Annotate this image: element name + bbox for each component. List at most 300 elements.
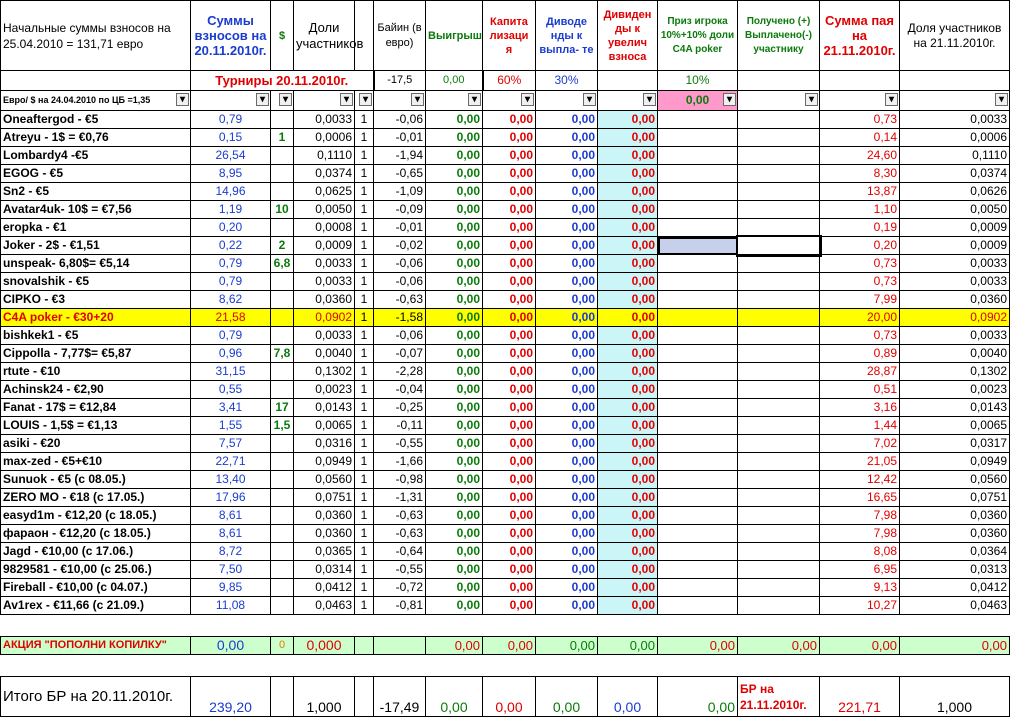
buyin-cell[interactable]: -0,63	[374, 525, 426, 543]
dividend-increase-cell[interactable]: 0,00	[598, 147, 658, 165]
participant-name-cell[interactable]: Joker - 2$ - €1,51	[1, 237, 191, 255]
capitalization-cell[interactable]: 0,00	[483, 255, 536, 273]
usd-amount-cell[interactable]	[271, 525, 294, 543]
received-paid-cell[interactable]	[738, 147, 820, 165]
received-paid-cell[interactable]	[738, 327, 820, 345]
capitalization-cell[interactable]: 0,00	[483, 309, 536, 327]
received-paid-cell[interactable]	[738, 525, 820, 543]
dividend-increase-cell[interactable]: 0,00	[598, 291, 658, 309]
dividend-payout-cell[interactable]: 0,00	[536, 147, 598, 165]
prize-cell[interactable]	[658, 237, 738, 255]
received-paid-cell[interactable]	[738, 129, 820, 147]
contribution-sum-cell[interactable]: 22,71	[191, 453, 271, 471]
action-sum[interactable]: 0,00	[191, 637, 271, 655]
count-cell[interactable]: 1	[355, 111, 374, 129]
action-div[interactable]: 0,00	[483, 637, 536, 655]
capitalization-cell[interactable]: 0,00	[483, 219, 536, 237]
sub-cell-9[interactable]	[598, 71, 658, 91]
win-cell[interactable]: 0,00	[426, 345, 483, 363]
received-paid-cell[interactable]	[738, 597, 820, 615]
dividend-payout-cell[interactable]: 0,00	[536, 489, 598, 507]
participant-name-cell[interactable]: ZERO MO - €18 (с 17.05.)	[1, 489, 191, 507]
capitalization-cell[interactable]: 0,00	[483, 363, 536, 381]
participant-name-cell[interactable]: Atreyu - 1$ = €0,76	[1, 129, 191, 147]
participant-name-cell[interactable]: LOUIS - 1,5$ = €1,13	[1, 417, 191, 435]
share-after-cell[interactable]: 0,1302	[900, 363, 1010, 381]
contribution-sum-cell[interactable]: 0,79	[191, 255, 271, 273]
share-cell[interactable]: 0,0008	[294, 219, 355, 237]
contribution-sum-cell[interactable]: 0,96	[191, 345, 271, 363]
share-cell[interactable]: 0,0033	[294, 111, 355, 129]
dividend-increase-cell[interactable]: 0,00	[598, 165, 658, 183]
buyin-cell[interactable]: -0,06	[374, 273, 426, 291]
received-paid-cell[interactable]	[738, 183, 820, 201]
buyin-cell[interactable]: -1,58	[374, 309, 426, 327]
count-cell[interactable]: 1	[355, 453, 374, 471]
dividend-increase-cell[interactable]: 0,00	[598, 399, 658, 417]
filter-cell-8[interactable]	[536, 91, 598, 111]
header-prize[interactable]: Приз игрока 10%+10% доли C4A poker	[658, 1, 738, 71]
filter-cell-0[interactable]	[1, 91, 191, 111]
filter-dropdown-icon[interactable]	[805, 93, 818, 106]
usd-amount-cell[interactable]	[271, 309, 294, 327]
totals-br-label[interactable]: БР на 21.11.2010г.	[738, 677, 820, 717]
tournament-win[interactable]: 0,00	[426, 71, 483, 91]
usd-amount-cell[interactable]	[271, 579, 294, 597]
win-cell[interactable]: 0,00	[426, 525, 483, 543]
buyin-cell[interactable]: -0,63	[374, 291, 426, 309]
received-paid-cell[interactable]	[738, 309, 820, 327]
action-usd[interactable]: 0	[271, 637, 294, 655]
header-sums[interactable]: Суммы взносов на 20.11.2010г.	[191, 1, 271, 71]
unit-sum-cell[interactable]: 0,14	[820, 129, 900, 147]
share-cell[interactable]: 0,1110	[294, 147, 355, 165]
prize-cell[interactable]	[658, 147, 738, 165]
prize-cell[interactable]	[658, 183, 738, 201]
dividend-payout-cell[interactable]: 0,00	[536, 561, 598, 579]
share-cell[interactable]: 0,0314	[294, 561, 355, 579]
prize-cell[interactable]	[658, 345, 738, 363]
unit-sum-cell[interactable]: 0,73	[820, 327, 900, 345]
share-cell[interactable]: 0,0902	[294, 309, 355, 327]
count-cell[interactable]: 1	[355, 201, 374, 219]
usd-amount-cell[interactable]	[271, 363, 294, 381]
received-paid-cell[interactable]	[738, 255, 820, 273]
count-cell[interactable]: 1	[355, 597, 374, 615]
count-cell[interactable]: 1	[355, 219, 374, 237]
share-after-cell[interactable]: 0,0751	[900, 489, 1010, 507]
prize-cell[interactable]	[658, 255, 738, 273]
received-paid-cell[interactable]	[738, 417, 820, 435]
participant-name-cell[interactable]: Jagd - €10,00 (с 17.06.)	[1, 543, 191, 561]
totals-div[interactable]: 0,00	[536, 677, 598, 717]
participant-name-cell[interactable]: Achinsk24 - €2,90	[1, 381, 191, 399]
action-share2[interactable]: 0,00	[900, 637, 1010, 655]
win-cell[interactable]: 0,00	[426, 111, 483, 129]
win-cell[interactable]: 0,00	[426, 165, 483, 183]
share-after-cell[interactable]: 0,0033	[900, 273, 1010, 291]
buyin-cell[interactable]: -0,81	[374, 597, 426, 615]
contribution-sum-cell[interactable]: 31,15	[191, 363, 271, 381]
filter-dropdown-icon[interactable]	[643, 93, 656, 106]
prize-cell[interactable]	[658, 525, 738, 543]
buyin-cell[interactable]: -1,09	[374, 183, 426, 201]
filter-dropdown-icon[interactable]	[521, 93, 534, 106]
share-cell[interactable]: 0,0560	[294, 471, 355, 489]
filter-cell-11[interactable]	[738, 91, 820, 111]
share-cell[interactable]: 0,0360	[294, 291, 355, 309]
header-unit-sum[interactable]: Сумма пая на 21.11.2010г.	[820, 1, 900, 71]
filter-cell-13[interactable]	[900, 91, 1010, 111]
totals-win[interactable]: 0,00	[426, 677, 483, 717]
share-cell[interactable]: 0,0365	[294, 543, 355, 561]
contribution-sum-cell[interactable]: 1,19	[191, 201, 271, 219]
dividend-payout-cell[interactable]: 0,00	[536, 183, 598, 201]
participant-name-cell[interactable]: snovalshik - €5	[1, 273, 191, 291]
dividend-payout-cell[interactable]: 0,00	[536, 129, 598, 147]
filter-dropdown-icon[interactable]	[176, 93, 189, 106]
dividend-payout-cell[interactable]: 0,00	[536, 273, 598, 291]
participant-name-cell[interactable]: rtute - €10	[1, 363, 191, 381]
dividend-increase-cell[interactable]: 0,00	[598, 453, 658, 471]
share-cell[interactable]: 0,0412	[294, 579, 355, 597]
dividend-increase-cell[interactable]: 0,00	[598, 273, 658, 291]
unit-sum-cell[interactable]: 20,00	[820, 309, 900, 327]
filter-cell-1[interactable]	[191, 91, 271, 111]
action-share[interactable]: 0,000	[294, 637, 355, 655]
dividend-increase-cell[interactable]: 0,00	[598, 363, 658, 381]
capitalization-cell[interactable]: 0,00	[483, 579, 536, 597]
capitalization-cell[interactable]: 0,00	[483, 111, 536, 129]
dividend-payout-cell[interactable]: 0,00	[536, 507, 598, 525]
capitalization-cell[interactable]: 0,00	[483, 237, 536, 255]
dividend-increase-cell[interactable]: 0,00	[598, 507, 658, 525]
share-after-cell[interactable]: 0,0317	[900, 435, 1010, 453]
prize-cell[interactable]	[658, 471, 738, 489]
capitalization-cell[interactable]: 0,00	[483, 561, 536, 579]
buyin-cell[interactable]: -2,28	[374, 363, 426, 381]
share-cell[interactable]: 0,0360	[294, 525, 355, 543]
totals-empty[interactable]	[355, 677, 374, 717]
contribution-sum-cell[interactable]: 9,85	[191, 579, 271, 597]
dividend-payout-cell[interactable]: 0,00	[536, 399, 598, 417]
dividend-payout-cell[interactable]: 0,00	[536, 219, 598, 237]
share-after-cell[interactable]: 0,0560	[900, 471, 1010, 489]
filter-dropdown-icon[interactable]	[256, 93, 269, 106]
usd-amount-cell[interactable]	[271, 147, 294, 165]
received-paid-cell[interactable]	[738, 165, 820, 183]
participant-name-cell[interactable]: max-zed - €5+€10	[1, 453, 191, 471]
usd-amount-cell[interactable]: 2	[271, 237, 294, 255]
dividend-payout-cell[interactable]: 0,00	[536, 525, 598, 543]
buyin-cell[interactable]: -0,63	[374, 507, 426, 525]
share-cell[interactable]: 0,0033	[294, 255, 355, 273]
usd-amount-cell[interactable]: 6,8	[271, 255, 294, 273]
prize-cell[interactable]	[658, 597, 738, 615]
dividend-increase-cell[interactable]: 0,00	[598, 255, 658, 273]
dividend-increase-cell[interactable]: 0,00	[598, 237, 658, 255]
participant-name-cell[interactable]: unspeak- 6,80$= €5,14	[1, 255, 191, 273]
dividend-payout-cell[interactable]: 0,00	[536, 363, 598, 381]
dividend-payout-cell[interactable]: 0,00	[536, 345, 598, 363]
filter-cell-9[interactable]	[598, 91, 658, 111]
buyin-cell[interactable]: -1,66	[374, 453, 426, 471]
action-win[interactable]: 0,00	[536, 637, 598, 655]
contribution-sum-cell[interactable]: 8,62	[191, 291, 271, 309]
win-cell[interactable]: 0,00	[426, 507, 483, 525]
share-after-cell[interactable]: 0,0143	[900, 399, 1010, 417]
participant-name-cell[interactable]: Lombardy4 -€5	[1, 147, 191, 165]
filter-dropdown-icon[interactable]	[723, 93, 736, 106]
capitalization-cell[interactable]: 0,00	[483, 597, 536, 615]
buyin-cell[interactable]: -1,31	[374, 489, 426, 507]
dividend-increase-cell[interactable]: 0,00	[598, 309, 658, 327]
header-received-paid[interactable]: Получено (+) Выплачено(-) участнику	[738, 1, 820, 71]
unit-sum-cell[interactable]: 7,02	[820, 435, 900, 453]
dividend-increase-cell[interactable]: 0,00	[598, 471, 658, 489]
dividend-payout-cell[interactable]: 0,00	[536, 237, 598, 255]
buyin-cell[interactable]: -0,06	[374, 111, 426, 129]
prize-cell[interactable]	[658, 327, 738, 345]
participant-name-cell[interactable]: eropka - €1	[1, 219, 191, 237]
dividend-payout-cell[interactable]: 0,00	[536, 543, 598, 561]
received-paid-cell[interactable]	[738, 237, 820, 255]
share-cell[interactable]: 0,0463	[294, 597, 355, 615]
capitalization-cell[interactable]: 0,00	[483, 291, 536, 309]
filter-dropdown-icon[interactable]	[411, 93, 424, 106]
buyin-cell[interactable]: -0,09	[374, 201, 426, 219]
dividend-payout-cell[interactable]: 0,00	[536, 255, 598, 273]
win-cell[interactable]: 0,00	[426, 237, 483, 255]
received-paid-cell[interactable]	[738, 363, 820, 381]
win-cell[interactable]: 0,00	[426, 381, 483, 399]
unit-sum-cell[interactable]: 7,98	[820, 525, 900, 543]
capitalization-cell[interactable]: 0,00	[483, 435, 536, 453]
prize-cell[interactable]	[658, 399, 738, 417]
contribution-sum-cell[interactable]: 14,96	[191, 183, 271, 201]
unit-sum-cell[interactable]: 28,87	[820, 363, 900, 381]
received-paid-cell[interactable]	[738, 561, 820, 579]
unit-sum-cell[interactable]: 0,51	[820, 381, 900, 399]
unit-sum-cell[interactable]: 7,98	[820, 507, 900, 525]
usd-amount-cell[interactable]: 7,8	[271, 345, 294, 363]
filter-dropdown-icon[interactable]	[995, 93, 1008, 106]
contribution-sum-cell[interactable]: 8,95	[191, 165, 271, 183]
share-after-cell[interactable]: 0,0033	[900, 111, 1010, 129]
dividend-payout-cell[interactable]: 0,00	[536, 579, 598, 597]
header-dividends-payout[interactable]: Диводе нды к выпла- те	[536, 1, 598, 71]
dividend-payout-cell[interactable]: 0,00	[536, 597, 598, 615]
share-cell[interactable]: 0,0949	[294, 453, 355, 471]
dividend-payout-cell[interactable]: 0,00	[536, 201, 598, 219]
buyin-cell[interactable]: -0,72	[374, 579, 426, 597]
capitalization-cell[interactable]: 0,00	[483, 543, 536, 561]
capitalization-cell[interactable]: 0,00	[483, 147, 536, 165]
dividend-payout-cell[interactable]: 0,00	[536, 309, 598, 327]
header-dividends-increase[interactable]: Дивиден ды к увелич взноса	[598, 1, 658, 71]
share-after-cell[interactable]: 0,0033	[900, 327, 1010, 345]
totals-share[interactable]: 1,000	[294, 677, 355, 717]
prize-cell[interactable]	[658, 309, 738, 327]
unit-sum-cell[interactable]: 3,16	[820, 399, 900, 417]
share-cell[interactable]: 0,0033	[294, 327, 355, 345]
usd-amount-cell[interactable]	[271, 543, 294, 561]
share-after-cell[interactable]: 0,0902	[900, 309, 1010, 327]
unit-sum-cell[interactable]: 10,27	[820, 597, 900, 615]
win-cell[interactable]: 0,00	[426, 273, 483, 291]
count-cell[interactable]: 1	[355, 525, 374, 543]
contribution-sum-cell[interactable]: 0,79	[191, 327, 271, 345]
unit-sum-cell[interactable]: 16,65	[820, 489, 900, 507]
usd-amount-cell[interactable]: 17	[271, 399, 294, 417]
win-cell[interactable]: 0,00	[426, 471, 483, 489]
participant-name-cell[interactable]: bishkek1 - €5	[1, 327, 191, 345]
unit-sum-cell[interactable]: 24,60	[820, 147, 900, 165]
usd-amount-cell[interactable]	[271, 471, 294, 489]
contribution-sum-cell[interactable]: 3,41	[191, 399, 271, 417]
unit-sum-cell[interactable]: 8,08	[820, 543, 900, 561]
prize-cell[interactable]	[658, 381, 738, 399]
share-after-cell[interactable]: 0,0374	[900, 165, 1010, 183]
filter-dropdown-icon[interactable]	[468, 93, 481, 106]
participant-name-cell[interactable]: Avatar4uk- 10$ = €7,56	[1, 201, 191, 219]
share-after-cell[interactable]: 0,0360	[900, 525, 1010, 543]
contribution-sum-cell[interactable]: 0,55	[191, 381, 271, 399]
capitalization-cell[interactable]: 0,00	[483, 165, 536, 183]
tournament-title[interactable]: Турниры 20.11.2010г.	[191, 71, 374, 91]
dividend-increase-cell[interactable]: 0,00	[598, 327, 658, 345]
dividend-payout-cell[interactable]: 0,00	[536, 381, 598, 399]
totals-sum[interactable]: 239,20	[191, 677, 271, 717]
usd-amount-cell[interactable]	[271, 435, 294, 453]
usd-amount-cell[interactable]	[271, 183, 294, 201]
count-cell[interactable]: 1	[355, 381, 374, 399]
received-paid-cell[interactable]	[738, 219, 820, 237]
unit-sum-cell[interactable]: 9,13	[820, 579, 900, 597]
prize-cell[interactable]	[658, 453, 738, 471]
received-paid-cell[interactable]	[738, 543, 820, 561]
tournament-prize[interactable]: 10%	[658, 71, 738, 91]
received-paid-cell[interactable]	[738, 201, 820, 219]
participant-name-cell[interactable]: Fireball - €10,00 (с 04.07.)	[1, 579, 191, 597]
count-cell[interactable]: 1	[355, 507, 374, 525]
action-empty[interactable]	[355, 637, 374, 655]
tournament-buyin[interactable]: -17,5	[374, 71, 426, 91]
usd-amount-cell[interactable]	[271, 327, 294, 345]
filter-cell-6[interactable]	[426, 91, 483, 111]
participant-name-cell[interactable]: Sn2 - €5	[1, 183, 191, 201]
count-cell[interactable]: 1	[355, 237, 374, 255]
share-cell[interactable]: 0,0033	[294, 273, 355, 291]
count-cell[interactable]: 1	[355, 309, 374, 327]
participant-name-cell[interactable]: easyd1m - €12,20 (с 18.05.)	[1, 507, 191, 525]
win-cell[interactable]: 0,00	[426, 453, 483, 471]
dividend-increase-cell[interactable]: 0,00	[598, 381, 658, 399]
capitalization-cell[interactable]: 0,00	[483, 201, 536, 219]
filter-prize-cell[interactable]	[658, 91, 738, 111]
dividend-increase-cell[interactable]: 0,00	[598, 111, 658, 129]
totals-total[interactable]: 221,71	[820, 677, 900, 717]
share-cell[interactable]: 0,0316	[294, 435, 355, 453]
contribution-sum-cell[interactable]: 8,61	[191, 507, 271, 525]
usd-amount-cell[interactable]	[271, 453, 294, 471]
dividend-payout-cell[interactable]: 0,00	[536, 471, 598, 489]
prize-cell[interactable]	[658, 561, 738, 579]
capitalization-cell[interactable]: 0,00	[483, 129, 536, 147]
buyin-cell[interactable]: -0,04	[374, 381, 426, 399]
count-cell[interactable]: 1	[355, 273, 374, 291]
unit-sum-cell[interactable]: 12,42	[820, 471, 900, 489]
share-cell[interactable]: 0,0625	[294, 183, 355, 201]
usd-amount-cell[interactable]	[271, 561, 294, 579]
buyin-cell[interactable]: -0,55	[374, 435, 426, 453]
action-total[interactable]: 0,00	[820, 637, 900, 655]
header-buyin[interactable]: Байин (в евро)	[374, 1, 426, 71]
unit-sum-cell[interactable]: 7,99	[820, 291, 900, 309]
share-after-cell[interactable]: 0,0313	[900, 561, 1010, 579]
header-capitalization[interactable]: Капита лизаци я	[483, 1, 536, 71]
buyin-cell[interactable]: -0,06	[374, 255, 426, 273]
tournament-cap[interactable]: 60%	[483, 71, 536, 91]
dividend-increase-cell[interactable]: 0,00	[598, 201, 658, 219]
buyin-cell[interactable]: -0,64	[374, 543, 426, 561]
contribution-sum-cell[interactable]: 0,15	[191, 129, 271, 147]
count-cell[interactable]: 1	[355, 255, 374, 273]
action-empty[interactable]	[374, 637, 426, 655]
dividend-payout-cell[interactable]: 0,00	[536, 291, 598, 309]
prize-cell[interactable]	[658, 363, 738, 381]
filter-cell-4[interactable]	[355, 91, 374, 111]
unit-sum-cell[interactable]: 6,95	[820, 561, 900, 579]
received-paid-cell[interactable]	[738, 489, 820, 507]
usd-amount-cell[interactable]: 10	[271, 201, 294, 219]
sub-cell-12[interactable]	[820, 71, 900, 91]
share-cell[interactable]: 0,0065	[294, 417, 355, 435]
participant-name-cell[interactable]: Fanat - 17$ = €12,84	[1, 399, 191, 417]
action-rcv[interactable]: 0,00	[738, 637, 820, 655]
dividend-payout-cell[interactable]: 0,00	[536, 165, 598, 183]
unit-sum-cell[interactable]: 0,73	[820, 273, 900, 291]
share-after-cell[interactable]: 0,1110	[900, 147, 1010, 165]
sub-cell-11[interactable]	[738, 71, 820, 91]
share-after-cell[interactable]: 0,0364	[900, 543, 1010, 561]
share-after-cell[interactable]: 0,0065	[900, 417, 1010, 435]
usd-amount-cell[interactable]	[271, 381, 294, 399]
filter-dropdown-icon[interactable]	[340, 93, 353, 106]
dividend-increase-cell[interactable]: 0,00	[598, 417, 658, 435]
usd-amount-cell[interactable]: 1	[271, 129, 294, 147]
dividend-payout-cell[interactable]: 0,00	[536, 453, 598, 471]
filter-cell-5[interactable]	[374, 91, 426, 111]
capitalization-cell[interactable]: 0,00	[483, 453, 536, 471]
received-paid-cell[interactable]	[738, 471, 820, 489]
share-cell[interactable]: 0,0009	[294, 237, 355, 255]
dividend-payout-cell[interactable]: 0,00	[536, 111, 598, 129]
win-cell[interactable]: 0,00	[426, 219, 483, 237]
count-cell[interactable]: 1	[355, 417, 374, 435]
win-cell[interactable]: 0,00	[426, 291, 483, 309]
buyin-cell[interactable]: -0,98	[374, 471, 426, 489]
totals-share2[interactable]: 1,000	[900, 677, 1010, 717]
prize-cell[interactable]	[658, 579, 738, 597]
header-usd[interactable]: $	[271, 1, 294, 71]
prize-cell[interactable]	[658, 417, 738, 435]
share-after-cell[interactable]: 0,0626	[900, 183, 1010, 201]
header-share-after[interactable]: Доля участников на 21.11.2010г.	[900, 1, 1010, 71]
capitalization-cell[interactable]: 0,00	[483, 273, 536, 291]
share-after-cell[interactable]: 0,0009	[900, 219, 1010, 237]
win-cell[interactable]: 0,00	[426, 129, 483, 147]
